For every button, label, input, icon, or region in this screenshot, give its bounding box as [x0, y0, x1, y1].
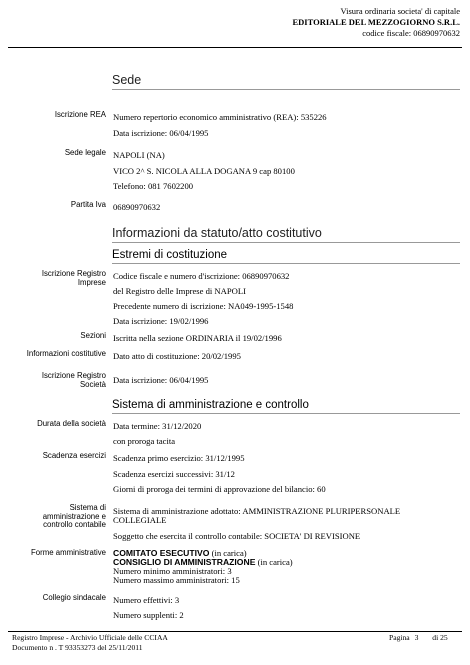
footer-divider — [8, 631, 462, 632]
registro-napoli: del Registro delle Imprese di NAPOLI — [113, 286, 246, 296]
label-sistema-amministrazione — [43, 504, 106, 530]
comitato-name: COMITATO ESECUTIVO — [113, 548, 210, 558]
sistema-adottato: Sistema di amministrazione adottato: AMMINISTRAZIONE PLURIPERSONALE — [113, 506, 401, 516]
page-total: 25 — [440, 633, 448, 642]
footer-left — [12, 633, 168, 652]
durata-proroga: con proroga tacita — [113, 436, 176, 446]
registro-codice-fiscale: Codice fiscale e numero d'iscrizione: 06890970632 — [113, 271, 290, 281]
document-type: Visura ordinaria societa' di capitale — [340, 6, 460, 16]
scadenza-successivi: Scadenza esercizi successivi: 31/12 — [113, 469, 235, 479]
label-iscrizione-rea: Iscrizione REA — [54, 110, 106, 119]
sede-city: NAPOLI (NA) — [113, 150, 165, 160]
consiglio-name: CONSIGLIO DI AMMINISTRAZIONE — [113, 557, 256, 567]
section-title-statuto: Informazioni da statuto/atto costitutivo — [112, 226, 460, 243]
page-indicator — [389, 633, 459, 643]
sede-phone: Telefono: 081 7602200 — [113, 181, 194, 191]
page-label: Pagina — [389, 633, 410, 642]
label-collegio-sindacale: Collegio sindacale — [42, 593, 106, 602]
durata-termine: Data termine: 31/12/2020 — [113, 421, 202, 431]
label-forme-amministrative: Forme amministrative — [31, 548, 106, 557]
label-partita-iva: Partita Iva — [70, 200, 106, 209]
partita-iva: 06890970632 — [113, 202, 161, 212]
comitato-status: (in carica) — [209, 548, 247, 558]
page-of: di — [432, 633, 439, 642]
rea-number: Numero repertorio economico amministrativo (REA): 535226 — [113, 112, 327, 122]
sezioni-value: Iscritta nella sezione ORDINARIA il 19/02/1996 — [113, 333, 282, 343]
max-amministratori: Numero massimo amministratori: 15 — [113, 575, 240, 585]
sistema-collegiale: COLLEGIALE — [113, 515, 167, 525]
giorni-proroga: Giorni di proroga dei termini di approvazione del bilancio: 60 — [113, 484, 326, 494]
label-line: Imprese — [77, 277, 106, 287]
tax-code: codice fiscale: 06890970632 — [362, 28, 460, 38]
page-current: 3 — [414, 633, 419, 642]
min-amministratori: Numero minimo amministratori: 3 — [113, 566, 232, 576]
label-informazioni-costitutive: Informazioni costitutive — [26, 349, 106, 358]
label-line: Iscrizione Registro — [41, 371, 106, 380]
numero-effettivi: Numero effettivi: 3 — [113, 595, 180, 605]
sede-address: VICO 2^ S. NICOLA ALLA DOGANA 9 cap 80100 — [113, 166, 295, 176]
societa-value: Data iscrizione: 06/04/1995 — [113, 375, 209, 385]
rea-date: Data iscrizione: 06/04/1995 — [113, 128, 209, 138]
label-sede-legale: Sede legale — [64, 148, 106, 157]
numero-supplenti: Numero supplenti: 2 — [113, 610, 184, 620]
label-sezioni: Sezioni — [80, 331, 106, 340]
consiglio-status: (in carica) — [255, 557, 293, 567]
costitutive-value: Dato atto di costituzione: 20/02/1995 — [113, 351, 241, 361]
label-durata-societa: Durata della società — [37, 419, 106, 428]
controllo-contabile: Soggetto che esercita il controllo contabile: SOCIETA' DI REVISIONE — [113, 531, 361, 541]
header-divider — [8, 47, 462, 48]
label-iscrizione-registro-imprese — [42, 270, 106, 287]
document-number: Documento n . T 93353273 del 25/11/2011 — [12, 642, 143, 652]
label-line: amministrazione e — [42, 511, 106, 521]
subsection-title-amministrazione: Sistema di amministrazione e controllo — [112, 399, 460, 414]
label-line: Sistema di — [69, 503, 106, 512]
label-scadenza-esercizi: Scadenza esercizi — [42, 451, 106, 460]
label-line: Società — [79, 379, 106, 389]
label-line: controllo contabile — [43, 520, 106, 529]
registro-data: Data iscrizione: 19/02/1996 — [113, 316, 209, 326]
section-title-sede: Sede — [112, 73, 460, 90]
label-iscrizione-registro-societa — [42, 372, 106, 389]
scadenza-primo: Scadenza primo esercizio: 31/12/1995 — [113, 453, 245, 463]
archive-name: Registro Imprese - Archivio Ufficiale delle CCIAA — [12, 633, 168, 642]
subsection-title-estremi: Estremi di costituzione — [112, 249, 460, 264]
page-header — [292, 6, 460, 39]
registro-precedente: Precedente numero di iscrizione: NA049-1995-1548 — [113, 301, 294, 311]
label-line: Iscrizione Registro — [41, 269, 106, 278]
company-name: EDITORIALE DEL MEZZOGIORNO S.R.L. — [292, 17, 460, 27]
